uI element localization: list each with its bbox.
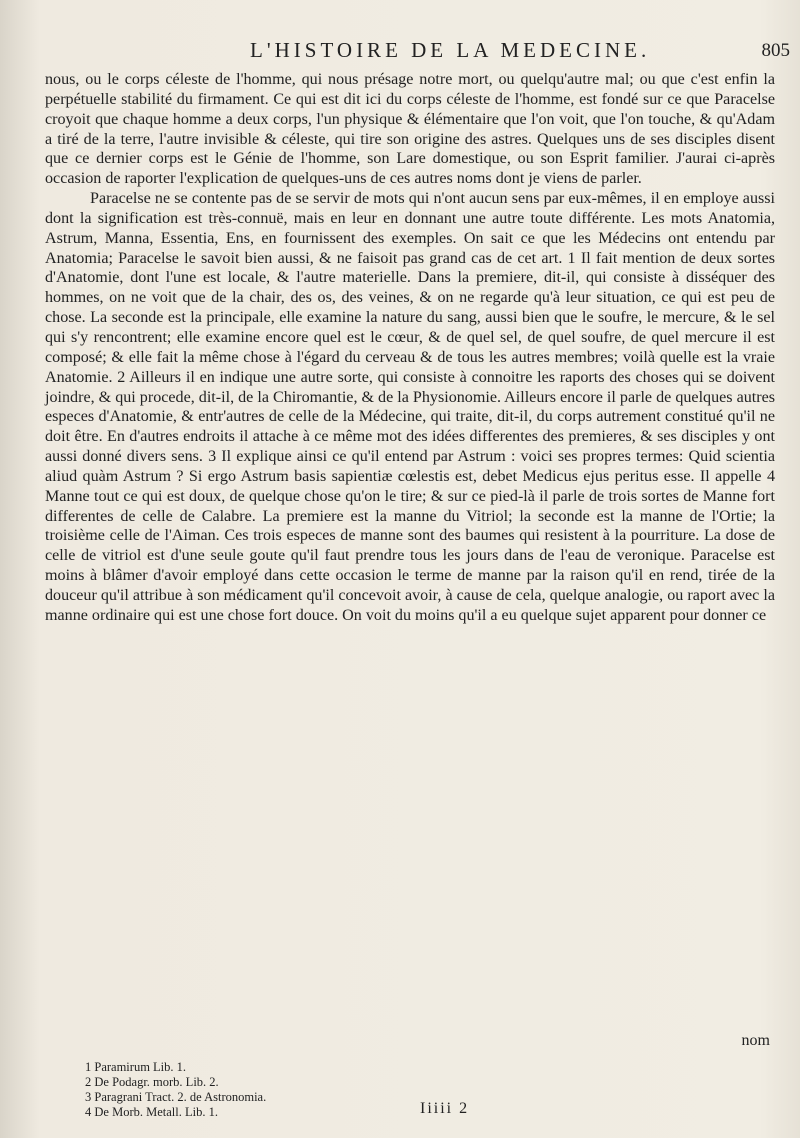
footnote: 2 De Podagr. morb. Lib. 2. (85, 1075, 219, 1089)
paragraph: Paracelse ne se contente pas de se servir de mots qui n'ont aucun sens par eux-mêmes, il en employe aussi dont la signification est très-connuë, mais en leur en donnant une autre toute différente. Les mots Anatomia, Astrum, Manna, Essentia, Ens, en fournissent des exemples. On sait ce que les Médecins ont entendu par Anatomia; Paracelse le savoit bien aussi, & ne faisoit pas grand cas de cet art. 1 Il fait mention de deux sortes d'Anatomie, dont l'une est locale, & l'autre materielle. Dans la premiere, dit-il, qui consiste à disséquer des hommes, on ne voit que de la chair, des os, des veines, & on ne regarde qu'à leur situation, ce qui est peu de chose. La seconde est la principale, elle examine la nature du sang, aussi bien que le soufre, le mercure, & le sel qui s'y rencontrent; elle examine encore quel est le cœur, & de quel sel, de quel soufre, de quel mercure il est composé; & elle fait la même chose à l'égard du cerveau & de tous les autres membres; voilà quelle est la vraie Anatomie. 2 Ailleurs il en indique une autre sorte, qui consiste à connoitre les raports des choses qui se doivent joindre, & qui procede, dit-il, de la Chiromantie, & de la Physionomie. Ailleurs encore il parle de quelques autres especes d'Anatomie, & entr'autres de celle de la Médecine, qui traite, dit-il, du corps autrement constitué qu'il ne doit être. En d'autres endroits il attache à ce même mot des idées differentes des premieres, & ses disciples y ont aussi donné divers sens. 3 Il explique ainsi ce qu'il entend par Astrum : voici ses propres termes: Quid scientia aliud quàm Astrum ? Si ergo Astrum basis sapientiæ cœlestis est, debet Medicus ejus peritus esse. Il appelle 4 Manne tout ce qui est doux, de quelque chose qu'on le tire; & sur ce pied-là il parle de trois sortes de Manne fort differentes de celle de Calabre. La premiere est la manne du Vitriol; la seconde est la manne de l'Ortie; la troisième celle de l'Aiman. Ces trois especes de manne sont des baumes qui resistent à la pourriture. La dose de celle de vitriol est d'une seule goute qu'il faut prendre tous les jours dans de l'eau de veronique. Paracelse est moins à blâmer d'avoir employé dans cette occasion le terme de manne par la raison qu'il en rend, tirée de la douceur qu'il attribue à son médicament qu'il concevoit avoir, à cause de cela, quelque analogie, ou raport avec la manne ordinaire qui est une chose fort douce. On voit du moins qu'il a eu quelque sujet apparent pour donner ce (45, 190, 775, 624)
page-gutter (10, 0, 20, 1138)
signature-mark: Iiiii 2 (420, 1100, 470, 1117)
footnote: 1 Paramirum Lib. 1. (85, 1060, 187, 1074)
running-header (250, 38, 790, 68)
catchword: nom (741, 1032, 770, 1049)
footnote: 3 Paragrani Tract. 2. de Astronomia. (85, 1090, 267, 1104)
running-title: L'HISTOIRE DE LA MEDECINE. (250, 38, 651, 62)
paragraph: nous, ou le corps céleste de l'homme, qui nous présage notre mort, ou quelqu'autre mal; ou que c'est enfin la perpétuelle stabilité du firmament. Ce qui est dit ici du corps céleste de l'homme, est fondé sur ce que Paracelse croyoit que chaque homme a deux corps, l'un physique & élémentaire que l'on voit, que l'on touche, & qu'Adam a tiré de la terre, l'autre invisible & céleste, qui tire son origine des astres. Quelques uns de ses disciples disent que ce dernier corps est le Génie de l'homme, son Lare domestique, ou son Esprit familier. J'aurai ci-après occasion de raporter l'explication de quelques-uns de ces autres noms dont je viens de parler. (45, 71, 775, 188)
main-text (45, 70, 775, 626)
footnote: 4 De Morb. Metall. Lib. 1. (85, 1105, 218, 1119)
page-number: 805 (761, 40, 790, 61)
footnotes (85, 1060, 585, 1120)
